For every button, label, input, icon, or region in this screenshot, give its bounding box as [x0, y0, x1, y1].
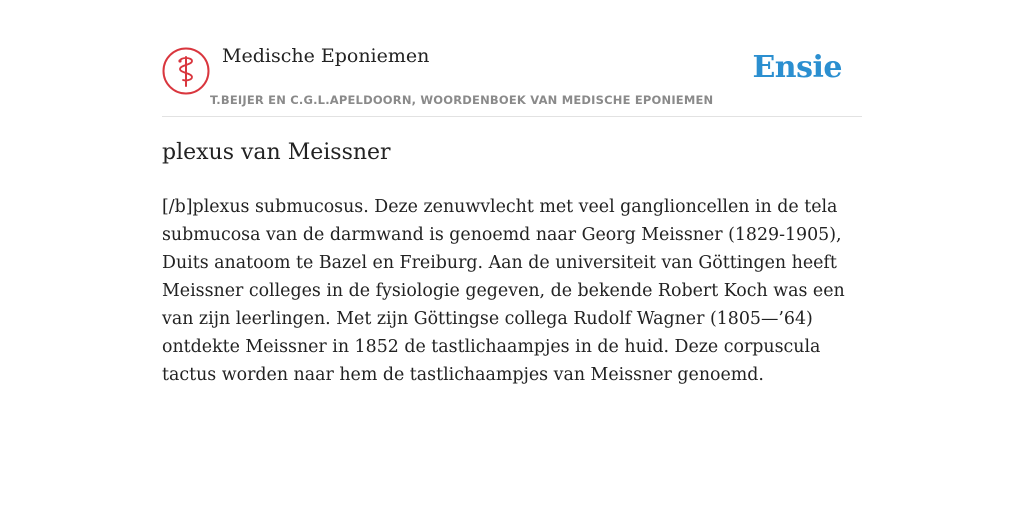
- entry-title: plexus van Meissner: [162, 140, 391, 165]
- source-subtitle: T.BEIJER EN C.G.L.APELDOORN, WOORDENBOEK VAN MEDISCHE EPONIEMEN: [210, 93, 714, 107]
- entry-body: [/b]plexus submucosus. Deze zenuwvlecht met veel ganglioncellen in de tela submucosa van de darmwand is genoemd naar Georg Meissner (1829-1905), Duits anatoom te Bazel en Freiburg. Aan de universiteit van Göttingen heeft Meissner colleges in de fysiologie gegeven, de bekende Robert Koch was een van zijn leerlingen. Met zijn Göttingse collega Rudolf Wagner (1805—’64) ontdekte Meissner in 1852 de tastlichaampjes in de huid. Deze corpuscula tactus worden naar hem de tastlichaampjes van Meissner genoemd.: [162, 197, 845, 385]
- source-title[interactable]: Medische Eponiemen: [222, 45, 430, 67]
- caduceus-icon[interactable]: [162, 47, 210, 95]
- ensie-logo[interactable]: Ensie: [752, 50, 842, 85]
- source-header: [162, 40, 862, 117]
- page-container: [162, 0, 862, 512]
